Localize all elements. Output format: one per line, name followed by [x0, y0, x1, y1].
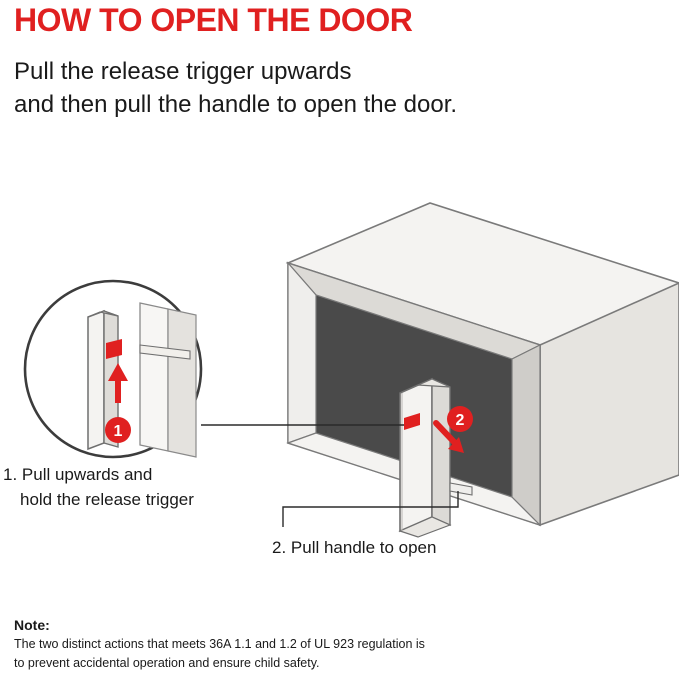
cabinet-interior-left-wall — [288, 263, 316, 443]
caption-step-1-line-2: hold the release trigger — [20, 490, 194, 509]
detail-cabinet-frame — [140, 303, 168, 451]
note-label-text: Note — [14, 617, 46, 633]
door-panel-front — [400, 379, 432, 531]
caption-step-2: 2. Pull handle to open — [272, 538, 437, 557]
note-block — [14, 617, 664, 673]
cabinet-interior-right-wall — [512, 345, 540, 525]
page-title: HOW TO OPEN THE DOOR — [14, 2, 413, 38]
door-opening-diagram — [0, 175, 679, 575]
caption-step-1 — [3, 462, 273, 512]
detail-door-stile-front — [88, 311, 104, 449]
subtitle-line-1: Pull the release trigger upwards — [14, 58, 352, 85]
door-panel-edge — [432, 379, 450, 525]
callout-1-number: 1 — [113, 423, 123, 440]
caption-step-1-line-1: 1. Pull upwards and — [3, 465, 153, 484]
detail-cabinet-frame-side — [168, 309, 196, 457]
note-line-2: to prevent accidental operation and ensure child safety. — [14, 656, 320, 670]
note-body — [14, 635, 664, 673]
page-subtitle — [14, 55, 457, 121]
note-line-1: The two distinct actions that meets 36A 1.1 and 1.2 of UL 923 regulation is — [14, 637, 425, 651]
note-label — [14, 617, 664, 633]
subtitle-line-2: and then pull the handle to open the door. — [14, 91, 458, 118]
note-label-suffix: : — [45, 617, 50, 633]
callout-2-number: 2 — [455, 412, 465, 429]
